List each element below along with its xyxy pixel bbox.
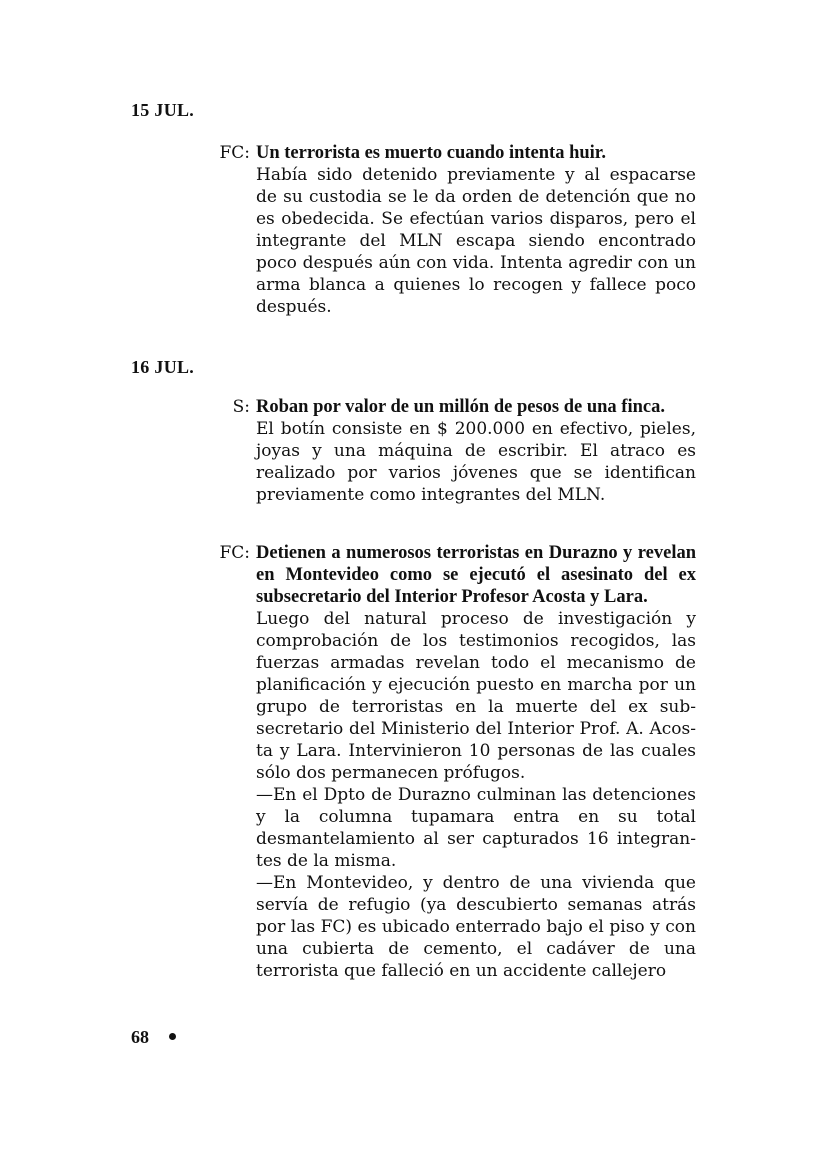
entry-headline: Roban por valor de un millón de pesos de una finca.: [256, 397, 665, 417]
date-heading-15-jul: 15 JUL.: [131, 100, 195, 120]
entry-body: [256, 542, 696, 982]
page-number: 68: [131, 1027, 149, 1047]
entry-code: FC:: [219, 543, 250, 563]
entry-paragraph: Había sido detenido previamente y al espacarse de su custodia se le da orden de detención que no es obedecida. Se efectúan varios disparos, pero el integrante del MLN escapa siendo encontrado poco después aún con vida. Intenta agredir con un arma blanca a quienes lo recogen y fallece poco después.: [256, 165, 696, 317]
entry-headline: Detienen a numerosos terroristas en Durazno y revelan en Montevideo como se ejecutó el asesinato del ex subsecretario del Interior Profesor Acosta y Lara.: [256, 543, 696, 607]
page-footer: [131, 1026, 176, 1048]
entry-code: S:: [232, 397, 250, 417]
date-heading-16-jul: 16 JUL.: [131, 357, 195, 377]
entry-paragraph: —En Montevideo, y dentro de una vivienda que servía de refugio (ya descubierto semanas atrás por las FC) es ubicado enterrado bajo el piso y con una cubierta de cemento, el cadáver de una terrorista que falleció en un accidente callejero: [256, 873, 696, 981]
entry-paragraph: El botín consiste en $ 200.000 en efectivo, pieles, joyas y una máquina de escribir. El atraco es realizado por varios jóvenes que se identifican previamente como integrantes del MLN.: [256, 419, 696, 505]
entry-body: [256, 396, 696, 506]
entry-body: [256, 142, 696, 318]
entry-paragraph: Luego del natural proceso de investigación y comprobación de los testimonios recogidos, las fuerzas armadas revelan todo el mecanismo de planificación y ejecución puesto en marcha por un grupo de terroristas en la muerte del ex subsecretario del Ministerio del Interior Prof. A. Acosta y Lara. Intervinieron 10 personas de las cuales sólo dos permanecen prófugos.: [256, 609, 696, 783]
entry-code: FC:: [219, 143, 250, 163]
bullet-dot-icon: [169, 1033, 176, 1040]
entry-paragraph: —En el Dpto de Durazno culminan las detenciones y la columna tupamara entra en su total desmantelamiento al ser capturados 16 integrantes de la misma.: [256, 785, 696, 871]
entry-headline: Un terrorista es muerto cuando intenta huir.: [256, 143, 606, 163]
